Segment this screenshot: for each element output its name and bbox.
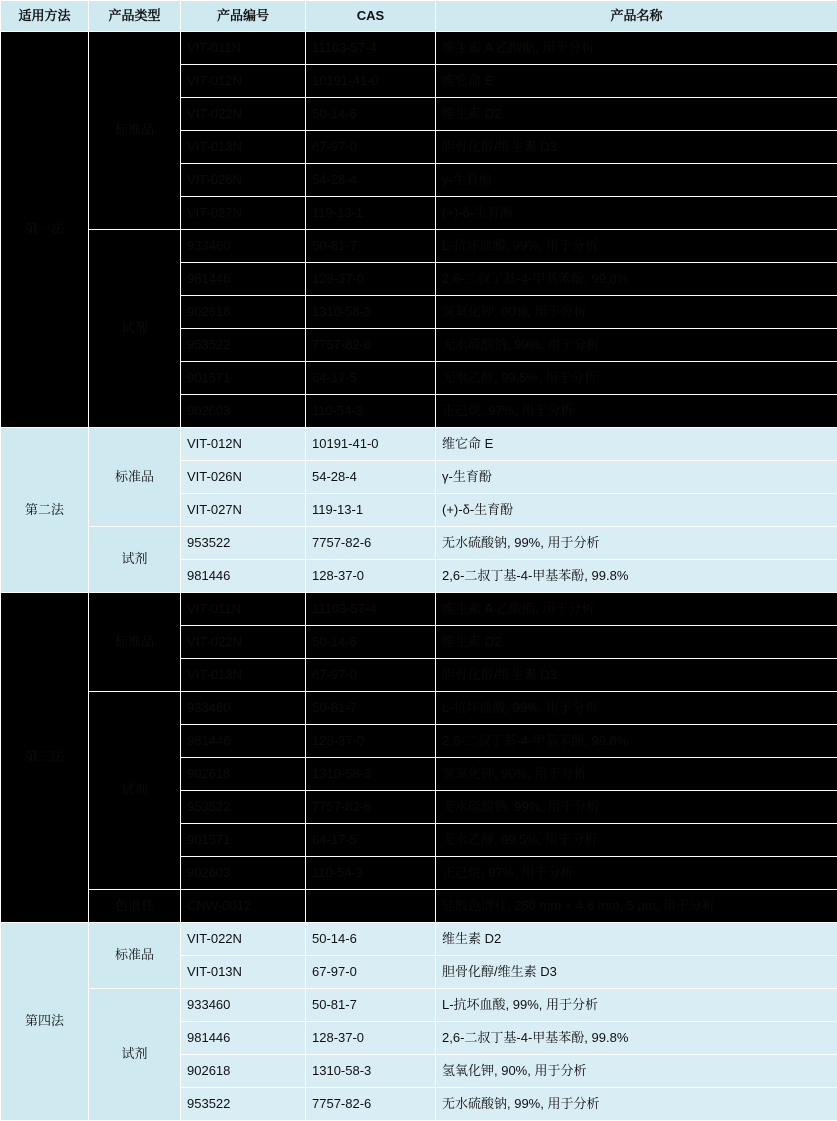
cas-cell: 64-17-5 <box>306 362 436 395</box>
product-code-cell: 953522 <box>181 527 306 560</box>
product-code-cell: VIT-022N <box>181 626 306 659</box>
cas-cell: 50-14-6 <box>306 923 436 956</box>
product-name-cell: L-抗坏血酸, 99%, 用于分析 <box>436 989 837 1022</box>
product-code-cell: VIT-013N <box>181 956 306 989</box>
cas-cell: 10191-41-0 <box>306 65 436 98</box>
product-code-cell: VIT-011N <box>181 593 306 626</box>
cas-cell: 7757-82-6 <box>306 527 436 560</box>
product-name-cell: 维生素 A 乙酸酯, 用于分析 <box>436 32 837 65</box>
product-code-cell: VIT-022N <box>181 98 306 131</box>
product-name-cell: 胆骨化醇/维生素 D3 <box>436 659 837 692</box>
product-code-cell: VIT-022N <box>181 923 306 956</box>
table-row <box>1 527 837 560</box>
product-code-cell: 902618 <box>181 1055 306 1088</box>
product-code-cell: 901571 <box>181 824 306 857</box>
product-name-cell: 胆骨化醇/维生素 D3 <box>436 956 837 989</box>
product-code-cell: VIT-026N <box>181 461 306 494</box>
table-row <box>1 923 837 956</box>
product-name-cell: 无水硫酸钠, 99%, 用于分析 <box>436 527 837 560</box>
product-code-cell: VIT-011N <box>181 32 306 65</box>
cas-cell <box>306 890 436 923</box>
cas-cell: 128-37-0 <box>306 263 436 296</box>
product-name-cell: (+)-δ-生育酚 <box>436 494 837 527</box>
cas-cell: 110-54-3 <box>306 395 436 428</box>
column-header-method: 适用方法 <box>1 1 89 32</box>
table-body <box>1 32 837 1121</box>
cas-cell: 67-97-0 <box>306 659 436 692</box>
product-name-cell: 氢氧化钾, 90%, 用于分析 <box>436 1055 837 1088</box>
method-cell: 第二法 <box>1 428 89 593</box>
method-cell: 第三法 <box>1 593 89 923</box>
product-code-cell: VIT-012N <box>181 428 306 461</box>
product-name-cell: 无水乙醇, 99.5%, 用于分析 <box>436 824 837 857</box>
cas-cell: 1310-58-3 <box>306 758 436 791</box>
type-cell: 色谱柱 <box>89 890 181 923</box>
product-name-cell: (+)-δ-生育酚 <box>436 197 837 230</box>
cas-cell: 50-81-7 <box>306 230 436 263</box>
cas-cell: 10191-41-0 <box>306 428 436 461</box>
product-name-cell: γ-生育酚 <box>436 164 837 197</box>
cas-cell: 11103-57-4 <box>306 593 436 626</box>
cas-cell: 67-97-0 <box>306 956 436 989</box>
table-row <box>1 692 837 725</box>
product-code-cell: 902603 <box>181 395 306 428</box>
product-code-cell: 953522 <box>181 329 306 362</box>
type-cell: 标准品 <box>89 428 181 527</box>
product-code-cell: 902603 <box>181 857 306 890</box>
product-code-cell: 902618 <box>181 296 306 329</box>
type-cell: 标准品 <box>89 593 181 692</box>
cas-cell: 128-37-0 <box>306 1022 436 1055</box>
product-name-cell: 无水硫酸钠, 99%, 用于分析 <box>436 329 837 362</box>
cas-cell: 11103-57-4 <box>306 32 436 65</box>
product-code-cell: 901571 <box>181 362 306 395</box>
product-name-cell: 氢氧化钾, 90%, 用于分析 <box>436 296 837 329</box>
product-code-cell: 953522 <box>181 791 306 824</box>
product-name-cell: 维它命 E <box>436 428 837 461</box>
table-header-row <box>1 1 837 32</box>
product-name-cell: 2,6-二叔丁基-4-甲基苯酚, 99.8% <box>436 560 837 593</box>
method-cell: 第一法 <box>1 32 89 428</box>
type-cell: 标准品 <box>89 32 181 230</box>
product-code-cell: VIT-013N <box>181 659 306 692</box>
cas-cell: 119-13-1 <box>306 197 436 230</box>
product-code-cell: 933460 <box>181 692 306 725</box>
table-row <box>1 428 837 461</box>
product-code-cell: 933460 <box>181 230 306 263</box>
type-cell: 试剂 <box>89 692 181 890</box>
product-name-cell: 2,6-二叔丁基-4-甲基苯酚, 99.8% <box>436 263 837 296</box>
product-name-cell: 维生素 D2 <box>436 98 837 131</box>
table-row <box>1 890 837 923</box>
cas-cell: 54-28-4 <box>306 461 436 494</box>
product-code-cell: 933460 <box>181 989 306 1022</box>
cas-cell: 7757-82-6 <box>306 329 436 362</box>
table-row <box>1 593 837 626</box>
column-header-code: 产品编号 <box>181 1 306 32</box>
table-row <box>1 230 837 263</box>
product-code-cell: VIT-027N <box>181 197 306 230</box>
table-header <box>1 1 837 32</box>
product-name-cell: 无水乙醇, 99.5%, 用于分析 <box>436 362 837 395</box>
table-row <box>1 32 837 65</box>
column-header-cas: CAS <box>306 1 436 32</box>
column-header-type: 产品类型 <box>89 1 181 32</box>
cas-cell: 128-37-0 <box>306 725 436 758</box>
product-code-cell: 981446 <box>181 725 306 758</box>
product-name-cell: 2,6-二叔丁基-4-甲基苯酚, 99.8% <box>436 725 837 758</box>
product-name-cell: 正己烷, 97%, 用于分析 <box>436 857 837 890</box>
type-cell: 标准品 <box>89 923 181 989</box>
method-cell: 第四法 <box>1 923 89 1121</box>
product-name-cell: 维它命 E <box>436 65 837 98</box>
product-name-cell: 正己烷, 97%, 用于分析 <box>436 395 837 428</box>
product-name-cell: L-抗坏血酸, 99%, 用于分析 <box>436 230 837 263</box>
cas-cell: 64-17-5 <box>306 824 436 857</box>
product-name-cell: 硅胶色谱柱, 250 mm × 4.6 mm, 5 μm, 用于分析 <box>436 890 837 923</box>
cas-cell: 54-28-4 <box>306 164 436 197</box>
column-header-name: 产品名称 <box>436 1 837 32</box>
product-name-cell: γ-生育酚 <box>436 461 837 494</box>
product-code-cell: VIT-012N <box>181 65 306 98</box>
cas-cell: 7757-82-6 <box>306 791 436 824</box>
product-code-cell: VIT-013N <box>181 131 306 164</box>
product-name-cell: 维生素 D2 <box>436 923 837 956</box>
product-name-cell: 无水硫酸钠, 99%, 用于分析 <box>436 1088 837 1121</box>
product-code-cell: VIT-027N <box>181 494 306 527</box>
product-name-cell: 无水硫酸钠, 99%, 用于分析 <box>436 791 837 824</box>
table-row <box>1 989 837 1022</box>
cas-cell: 119-13-1 <box>306 494 436 527</box>
cas-cell: 1310-58-3 <box>306 1055 436 1088</box>
type-cell: 试剂 <box>89 230 181 428</box>
cas-cell: 7757-82-6 <box>306 1088 436 1121</box>
product-code-cell: CNW-0012 <box>181 890 306 923</box>
cas-cell: 50-14-6 <box>306 98 436 131</box>
product-code-cell: 981446 <box>181 263 306 296</box>
cas-cell: 50-14-6 <box>306 626 436 659</box>
product-code-cell: 981446 <box>181 560 306 593</box>
product-name-cell: 维生素 A 乙酸酯, 用于分析 <box>436 593 837 626</box>
type-cell: 试剂 <box>89 989 181 1121</box>
product-code-cell: VIT-026N <box>181 164 306 197</box>
cas-cell: 67-97-0 <box>306 131 436 164</box>
cas-cell: 50-81-7 <box>306 989 436 1022</box>
product-name-cell: 维生素 D2 <box>436 626 837 659</box>
product-name-cell: 2,6-二叔丁基-4-甲基苯酚, 99.8% <box>436 1022 837 1055</box>
product-code-cell: 981446 <box>181 1022 306 1055</box>
product-name-cell: 氢氧化钾, 90%, 用于分析 <box>436 758 837 791</box>
cas-cell: 50-81-7 <box>306 692 436 725</box>
product-code-cell: 953522 <box>181 1088 306 1121</box>
cas-cell: 110-54-3 <box>306 857 436 890</box>
cas-cell: 128-37-0 <box>306 560 436 593</box>
product-code-cell: 902618 <box>181 758 306 791</box>
type-cell: 试剂 <box>89 527 181 593</box>
product-name-cell: 胆骨化醇/维生素 D3 <box>436 131 837 164</box>
cas-cell: 1310-58-3 <box>306 296 436 329</box>
product-name-cell: L-抗坏血酸, 99%, 用于分析 <box>436 692 837 725</box>
